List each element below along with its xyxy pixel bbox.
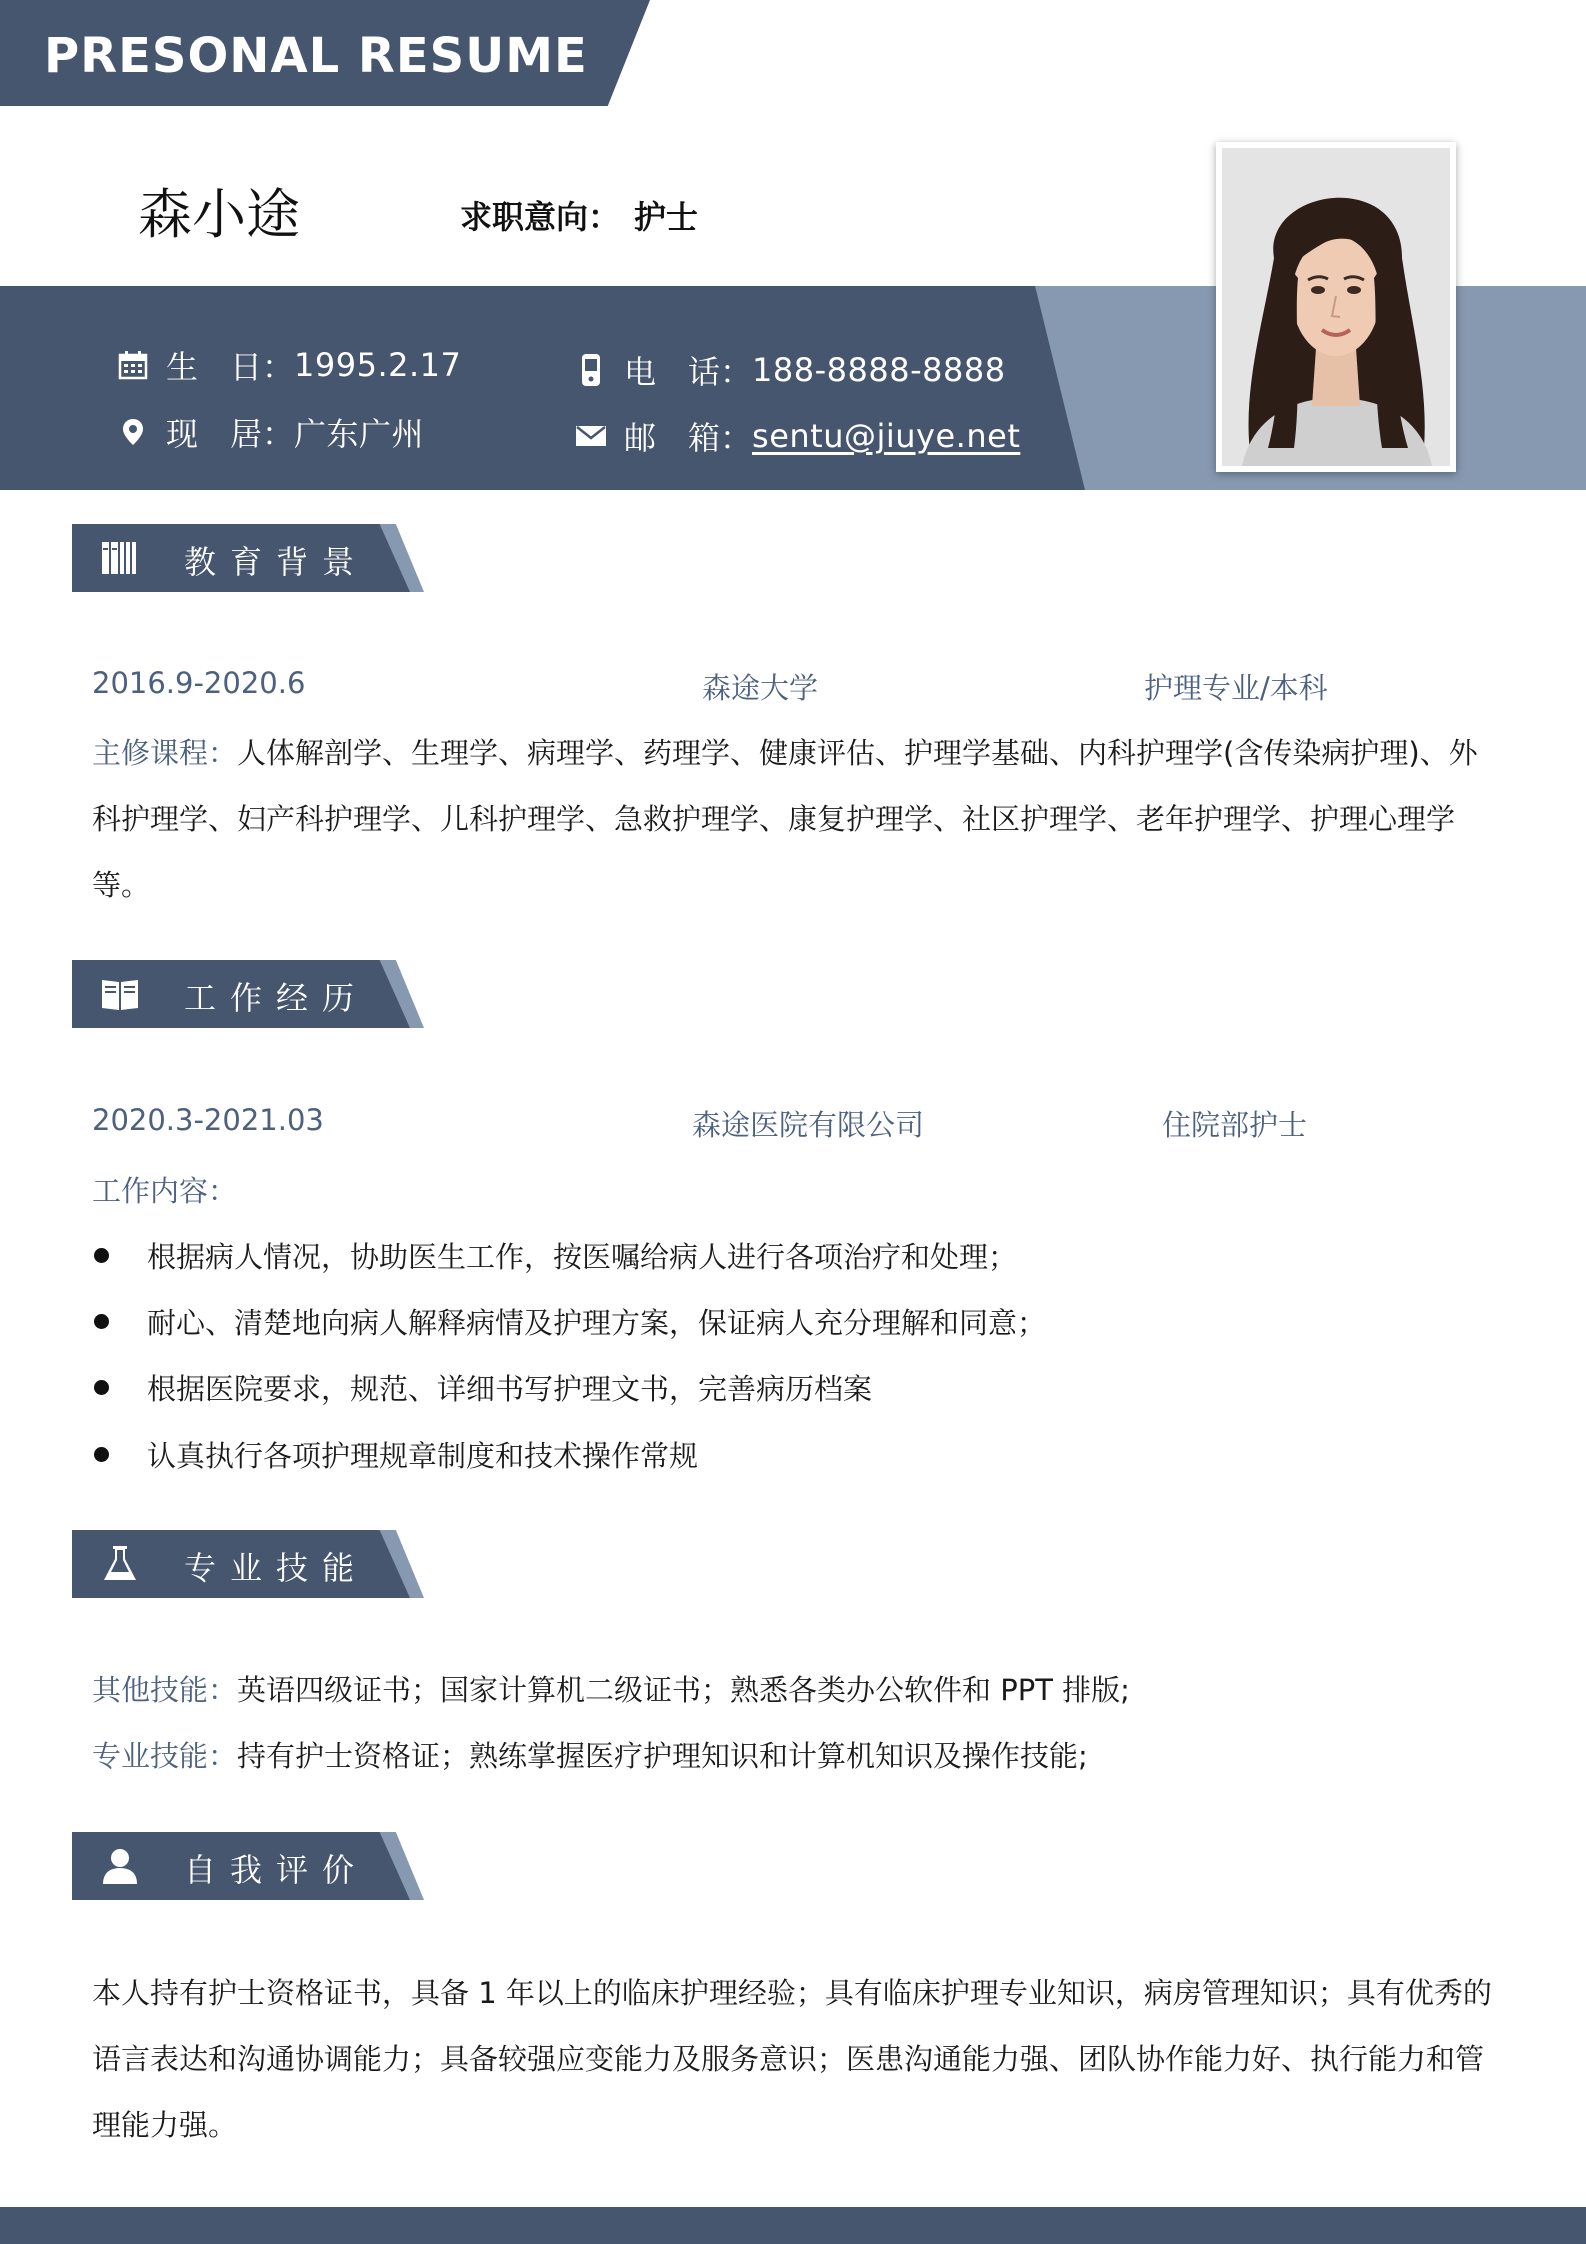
self-evaluation-text: 本人持有护士资格证书，具备 1 年以上的临床护理经验；具有临床护理专业知识，病房管理知识；具有优秀的语言表达和沟通协调能力；具备较强应变能力及服务意识；医患沟通能力强、团队协作能力好、执行能力和管理能力强。 xyxy=(92,1976,1492,2142)
email-link[interactable]: sentu@jiuye.net xyxy=(752,417,1021,455)
work-company: 森途医院有限公司 xyxy=(692,1108,925,1142)
email-row xyxy=(574,414,1020,458)
list-item: 根据病人情况，协助医生工作，按医嘱给病人进行各项治疗和处理； xyxy=(94,1222,1017,1288)
education-period: 2016.9-2020.6 xyxy=(92,666,306,700)
work-period: 2020.3-2021.03 xyxy=(92,1103,324,1137)
other-skills xyxy=(92,1657,1130,1723)
section-title-self: 自我评价 xyxy=(184,1851,369,1889)
calendar-icon xyxy=(116,348,150,382)
education-courses xyxy=(92,720,1492,918)
courses-text: 人体解剖学、生理学、病理学、药理学、健康评估、护理学基础、内科护理学(含传染病护理)、外科护理学、妇产科护理学、儿科护理学、急救护理学、康复护理学、社区护理学、老年护理学、护理心理学等。 xyxy=(92,736,1478,902)
work-content-label: 工作内容： xyxy=(92,1174,238,1208)
section-header-education xyxy=(72,524,424,592)
email-label: 邮 箱： xyxy=(624,419,753,457)
flask-icon xyxy=(100,1544,140,1584)
location-pin-icon xyxy=(116,415,150,449)
section-header-skills xyxy=(72,1530,424,1598)
book-open-icon xyxy=(100,974,140,1014)
section-title-education: 教育背景 xyxy=(184,543,369,581)
phone-row xyxy=(574,348,1006,392)
phone-label: 电 话： xyxy=(624,353,753,391)
list-item: 耐心、清楚地向病人解释病情及护理方案，保证病人充分理解和同意； xyxy=(94,1288,1046,1354)
section-title-skills: 专业技能 xyxy=(184,1549,369,1587)
residence-value: 广东广州 xyxy=(294,415,425,453)
education-major: 护理专业/本科 xyxy=(1144,671,1328,705)
residence-label: 现 居： xyxy=(166,415,295,453)
birthday-row xyxy=(116,343,461,387)
work-position: 住院部护士 xyxy=(1162,1108,1308,1142)
job-intention-value: 护士 xyxy=(634,198,699,236)
list-item: 认真执行各项护理规章制度和技术操作常规 xyxy=(94,1421,698,1487)
section-title-work: 工作经历 xyxy=(184,979,369,1017)
profile-photo xyxy=(1216,142,1456,472)
footer-bar xyxy=(0,2207,1586,2244)
section-header-self xyxy=(72,1832,424,1900)
courses-label: 主修课程： xyxy=(92,736,238,770)
phone-value: 188-8888-8888 xyxy=(752,351,1006,389)
list-item: 根据医院要求，规范、详细书写护理文书，完善病历档案 xyxy=(94,1354,872,1420)
books-icon xyxy=(100,538,140,578)
birthday-label: 生 日： xyxy=(166,348,295,386)
other-skills-text: 英语四级证书；国家计算机二级证书；熟悉各类办公软件和 PPT 排版; xyxy=(237,1673,1130,1707)
candidate-name: 森小途 xyxy=(138,183,300,246)
mail-icon xyxy=(574,419,608,453)
birthday-value: 1995.2.17 xyxy=(294,346,462,384)
education-school: 森途大学 xyxy=(702,671,819,705)
pro-skills xyxy=(92,1723,1088,1789)
other-skills-label: 其他技能： xyxy=(92,1673,238,1707)
page-title: PRESONAL RESUME xyxy=(44,28,588,84)
section-header-work xyxy=(72,960,424,1028)
pro-skills-label: 专业技能： xyxy=(92,1739,238,1773)
person-icon xyxy=(100,1846,140,1886)
pro-skills-text: 持有护士资格证；熟练掌握医疗护理知识和计算机知识及操作技能; xyxy=(237,1739,1088,1773)
job-intention-label: 求职意向： xyxy=(460,198,621,236)
residence-row xyxy=(116,410,424,454)
phone-icon xyxy=(574,353,608,387)
